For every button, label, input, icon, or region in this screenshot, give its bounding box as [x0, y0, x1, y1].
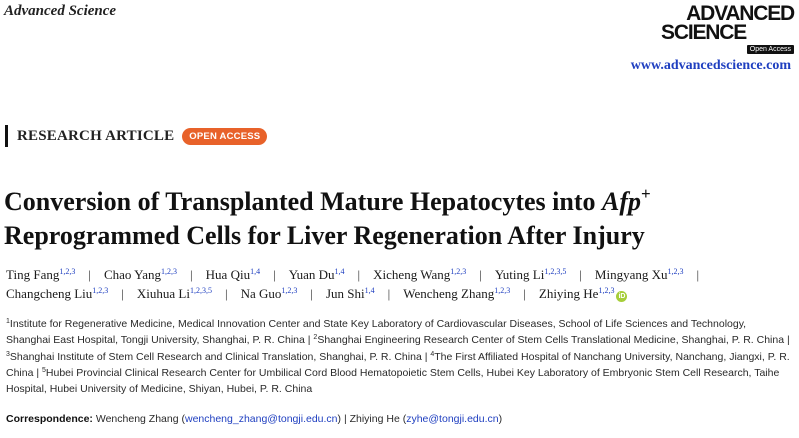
author-line-1: Ting Fang$^{1,2,3}$ | Chao Yang$^{1,2,3}$ | Hua Qiu$^{1,4}$ | Yuan Du$^{1,4}$ | Xicheng Wang$^{1,2,3}$ | Yuting Li$^{1,2,3,5}$ | Mingyang Xu$^{1,2,3}$ |	[6, 267, 700, 282]
author-list	[6, 265, 786, 303]
author[interactable]: Mingyang Xu$^{1,2,3}$	[594, 267, 684, 282]
corresponding-author-1: Wencheng Zhang	[95, 413, 179, 425]
author[interactable]: Zhiying He$^{1,2,3}$	[538, 286, 615, 301]
logo-line2: SCIENCE	[661, 21, 746, 44]
open-access-badge: OPEN ACCESS	[182, 128, 267, 145]
author-line-2: Changcheng Liu$^{1,2,3}$ | Xiuhua Li$^{1,2,3,5}$ | Na Guo$^{1,2,3}$ | Jun Shi$^{1,4}$ | Wencheng Zhang$^{1,2,3}$ | Zhiying He$^{1,2,3}$iD	[6, 286, 626, 301]
author[interactable]: Hua Qiu$^{1,4}$	[205, 267, 261, 282]
logo-open-access-badge: Open Access	[747, 45, 794, 54]
email-link-1[interactable]: wencheng_zhang@tongji.edu.cn	[184, 413, 338, 425]
article-title	[4, 185, 784, 253]
author[interactable]: Wencheng Zhang$^{1,2,3}$	[403, 286, 511, 301]
author[interactable]: Yuan Du$^{1,4}$	[288, 267, 345, 282]
corresponding-author-2: Zhiying He	[349, 413, 400, 425]
author[interactable]: Xicheng Wang$^{1,2,3}$	[373, 267, 467, 282]
affiliation-1: Institute for Regenerative Medicine, Medical Innovation Center and State Key Laboratory of Cardiovascular Diseases, School of Life Sciences and Technology, Shanghai East Hospital, Tongji University, Shanghai, P. R. China	[6, 318, 747, 347]
correspondence: Correspondence: Wencheng Zhang (wencheng_zhang@tongji.edu.cn) | Zhiying He (zyhe@tongji.edu.cn)	[6, 413, 503, 425]
author[interactable]: Xiuhua Li$^{1,2,3,5}$	[136, 286, 212, 301]
orcid-icon[interactable]: iD	[618, 293, 626, 300]
author[interactable]: Changcheng Liu$^{1,2,3}$	[6, 286, 109, 301]
affiliation-4: The First Affiliated Hospital of Nanchang University, Nanchang, Jiangxi, P. R. China	[6, 350, 790, 379]
logo-line1: ADVANCED	[686, 2, 794, 25]
article-type-bar	[5, 125, 267, 147]
article-type: RESEARCH ARTICLE	[17, 127, 175, 144]
title-part1: Conversion of Transplanted Mature Hepatocytes into	[4, 187, 602, 216]
correspondence-label: Correspondence:	[6, 413, 93, 425]
author[interactable]: Ting Fang$^{1,2,3}$	[6, 267, 76, 282]
journal-logo[interactable]	[656, 4, 794, 54]
affiliation-5: Hubei Provincial Clinical Research Center for Umbilical Cord Blood Hematopoietic Stem Cells, Hubei Key Laboratory of Embryonic Stem Cell Research, Taihe Hospital, Hubei University of Medicine, Shiyan, Hubei, P. R. China	[6, 366, 780, 396]
journal-website-link[interactable]: www.advancedscience.com	[630, 58, 791, 73]
affiliation-3: Shanghai Institute of Stem Cell Research and Clinical Translation, Shanghai, P. R. China	[9, 350, 422, 363]
title-gene: Afp	[602, 187, 641, 216]
title-gene-sup: +	[641, 184, 651, 203]
email-link-2[interactable]: zyhe@tongji.edu.cn	[406, 413, 499, 425]
affiliation-2: Shanghai Engineering Research Center of Stem Cells Translational Medicine, Shanghai, P. R. China	[317, 334, 785, 347]
author[interactable]: Na Guo$^{1,2,3}$	[240, 286, 298, 301]
title-part2: Reprogrammed Cells for Liver Regeneration After Injury	[4, 221, 645, 250]
journal-name: Advanced Science	[4, 3, 117, 19]
author[interactable]: Chao Yang$^{1,2,3}$	[103, 267, 178, 282]
affiliations: $^1$Institute for Regenerative Medicine, Medical Innovation Center and State Key Laboratory of Cardiovascular Diseases, School of Life Sciences and Technology, Shanghai East Hospital, Tongji University, Shanghai, P. R. China | $^2$Shanghai Engineering Research Center of Stem Cells Translational Medicine, Shanghai, P. R. China | $^3$Shanghai Institute of Stem Cell Research and Clinical Translation, Shanghai, P. R. China | $^4$The First Affiliated Hospital of Nanchang University, Nanchang, Jiangxi, P. R. China | $^5$Hubei Provincial Clinical Research Center for Umbilical Cord Blood Hematopoietic Stem Cells, Hubei Key Laboratory of Embryonic Stem Cell Research, Taihe Hospital, Hubei University of Medicine, Shiyan, Hubei, P. R. China	[6, 318, 790, 396]
author[interactable]: Jun Shi$^{1,4}$	[326, 286, 375, 301]
author[interactable]: Yuting Li$^{1,2,3,5}$	[494, 267, 567, 282]
